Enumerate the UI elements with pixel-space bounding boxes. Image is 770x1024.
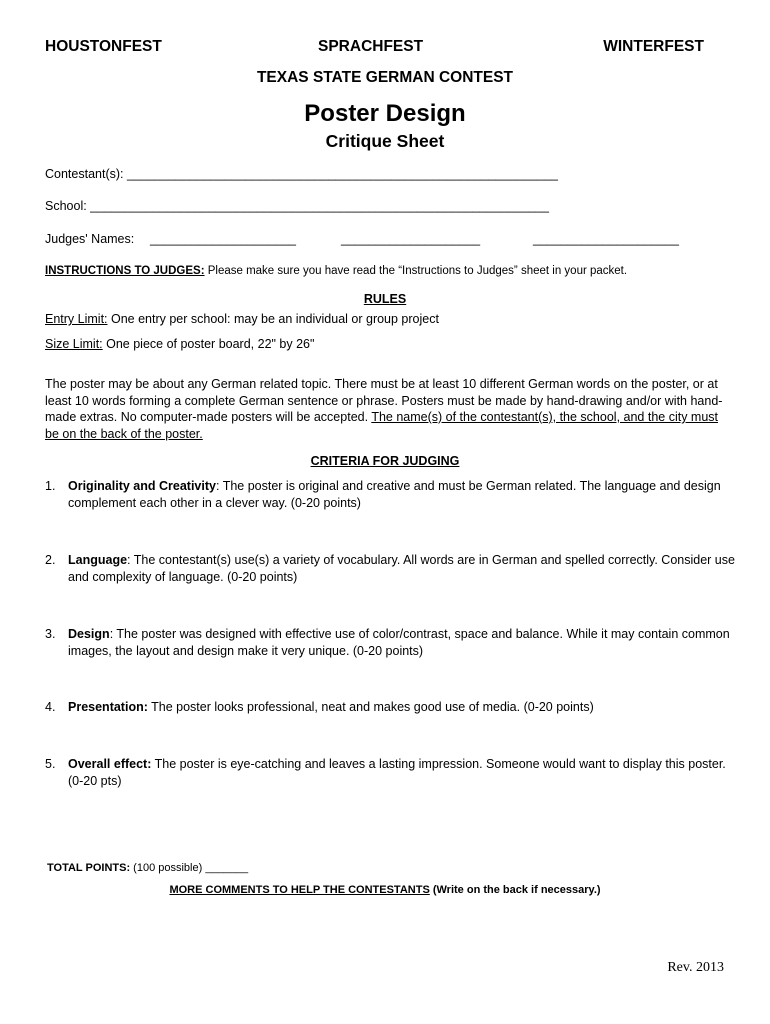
judge-3-line[interactable]: _____________________ bbox=[533, 232, 679, 246]
size-limit-label: Size Limit: bbox=[45, 337, 103, 351]
rules-paragraph-underlined: The name(s) of the contestant(s), the school, and the city must be on the back of the poster. bbox=[45, 410, 719, 441]
criterion-number: 2. bbox=[45, 553, 56, 567]
total-points-text[interactable]: (100 possible) _______ bbox=[130, 862, 249, 874]
criterion-5 bbox=[45, 756, 735, 789]
contest-name: TEXAS STATE GERMAN CONTEST bbox=[256, 69, 514, 86]
total-points-label: TOTAL POINTS: bbox=[47, 862, 131, 874]
criteria-heading: CRITERIA FOR JUDGING bbox=[310, 454, 460, 468]
comments bbox=[0, 884, 770, 896]
criterion-text: : The contestant(s) use(s) a variety of vocabulary. All words are in German and spelled correctly. Consider use and complexity of language. (0-20 points) bbox=[68, 553, 735, 584]
criterion-text: The poster is eye-catching and leaves a lasting impression. Someone would want to display this poster. (0-20 pts) bbox=[68, 757, 726, 788]
contestants-label: Contestant(s): bbox=[45, 167, 127, 181]
rules-paragraph bbox=[45, 376, 725, 442]
criterion-text: The poster looks professional, neat and makes good use of media. (0-20 points) bbox=[147, 700, 594, 714]
judges-field bbox=[45, 231, 134, 248]
criterion-label: Language bbox=[68, 553, 128, 567]
entry-limit-text: One entry per school: may be an individual or group project bbox=[107, 312, 439, 326]
criterion-text: : The poster is original and creative and must be German related. The language and design complement each other in a clever way. (0-20 points) bbox=[68, 479, 721, 510]
criterion-label: Overall effect: bbox=[68, 757, 152, 771]
page-title: Poster Design bbox=[304, 100, 466, 127]
festival-right: WINTERFEST bbox=[603, 38, 704, 55]
total-points[interactable] bbox=[47, 862, 248, 874]
instructions-label: INSTRUCTIONS TO JUDGES: bbox=[45, 265, 205, 277]
criterion-number: 5. bbox=[45, 757, 56, 771]
criterion-4 bbox=[45, 699, 735, 716]
contestants-line[interactable]: ______________________________________________________________ bbox=[126, 167, 559, 181]
judge-2-line[interactable]: ____________________ bbox=[341, 232, 481, 246]
school-line[interactable]: __________________________________________________________________ bbox=[90, 199, 549, 213]
revision-label: Rev. 2013 bbox=[667, 960, 724, 975]
criterion-1 bbox=[45, 478, 735, 511]
size-limit-text: One piece of poster board, 22" by 26" bbox=[102, 337, 315, 351]
criterion-label: Presentation: bbox=[68, 700, 148, 714]
instructions-text: Please make sure you have read the “Instructions to Judges” sheet in your packet. bbox=[204, 265, 628, 277]
entry-limit-label: Entry Limit: bbox=[45, 312, 108, 326]
contestants-field[interactable] bbox=[45, 166, 558, 183]
instructions bbox=[45, 265, 627, 277]
criterion-2 bbox=[45, 552, 735, 585]
rules-heading: RULES bbox=[363, 292, 407, 306]
page-subtitle: Critique Sheet bbox=[325, 131, 445, 151]
comments-text: (Write on the back if necessary.) bbox=[429, 884, 601, 896]
judges-label: Judges' Names: bbox=[45, 232, 135, 246]
criterion-3 bbox=[45, 626, 735, 659]
criterion-number: 1. bbox=[45, 479, 56, 493]
school-label: School: bbox=[45, 199, 91, 213]
criterion-label: Originality and Creativity bbox=[68, 479, 216, 493]
festival-center: SPRACHFEST bbox=[318, 38, 424, 55]
judge-1-line[interactable]: _____________________ bbox=[150, 232, 296, 246]
criterion-number: 4. bbox=[45, 700, 56, 714]
festival-left: HOUSTONFEST bbox=[45, 38, 162, 55]
rules-paragraph-text: The poster may be about any German related topic. There must be at least 10 different German words on the poster, or at least 10 words forming a complete German sentence or phrase. Posters must be made by hand-drawing and/or with hand-made extras. No computer-made posters will be accepted. bbox=[45, 377, 723, 424]
criterion-label: Design bbox=[68, 627, 110, 641]
criterion-number: 3. bbox=[45, 627, 56, 641]
criterion-text: : The poster was designed with effective use of color/contrast, space and balance. While it may contain common images, the layout and design make it very unique. (0-20 points) bbox=[68, 627, 730, 658]
size-limit bbox=[45, 336, 314, 353]
entry-limit bbox=[45, 311, 439, 328]
comments-label: MORE COMMENTS TO HELP THE CONTESTANTS bbox=[169, 884, 430, 896]
school-field[interactable] bbox=[45, 198, 549, 215]
